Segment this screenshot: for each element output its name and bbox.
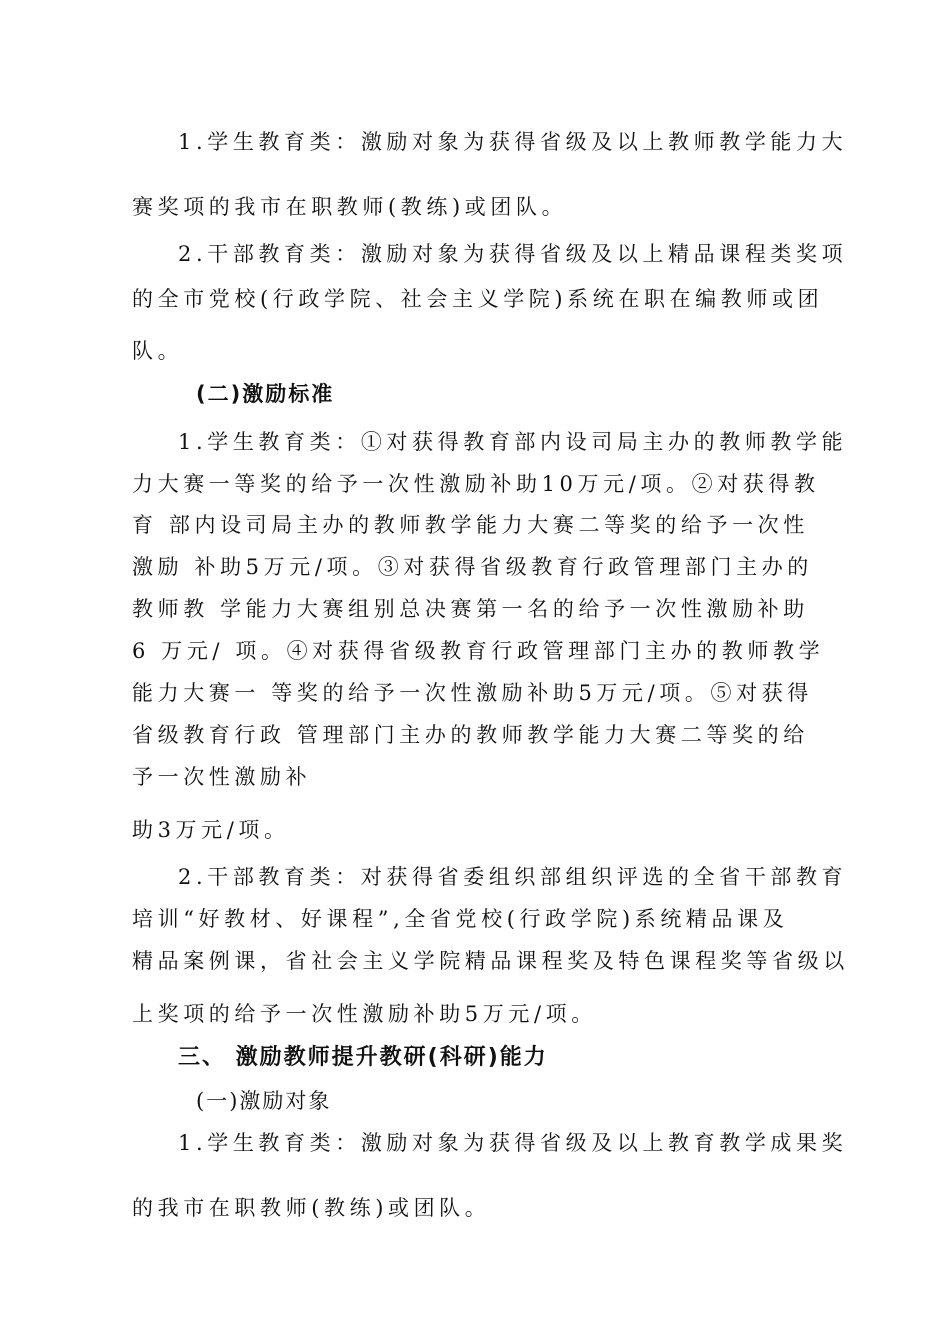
paragraph-line: 力大赛一等奖的给予一次性激励补助10万元/项。②对获得教	[132, 472, 820, 496]
paragraph-line: 精品案例课，省社会主义学院精品课程奖及特色课程奖等省级以	[132, 949, 849, 973]
paragraph-line: 1.学生教育类：激励对象为获得省级及以上教育教学成果奖	[178, 1131, 848, 1155]
paragraph-line: 育 部内设司局主办的教师教学能力大赛二等奖的给予一次性	[132, 513, 809, 537]
paragraph-line: 赛奖项的我市在职教师(教练)或团队。	[132, 195, 568, 219]
paragraph-line: 1.学生教育类：①对获得教育部内设司局主办的教师教学能	[178, 430, 848, 454]
paragraph-line: 助3万元/项。	[132, 818, 290, 842]
paragraph-line: 教师教 学能力大赛组别总决赛第一名的给予一次性激励补助	[132, 597, 809, 621]
paragraph-line: 的全市党校(行政学院、社会主义学院)系统在职在编教师或团	[132, 287, 824, 311]
paragraph-line: 予一次性激励补	[132, 765, 312, 789]
paragraph-line: 队。	[132, 339, 184, 363]
paragraph-line: 1.学生教育类：激励对象为获得省级及以上教师教学能力大	[178, 130, 848, 154]
paragraph-line: 激励 补助5万元/项。③对获得省级教育行政管理部门主办的	[132, 555, 813, 579]
sub-heading: (二)激励标准	[196, 382, 335, 406]
paragraph-line: 2.干部教育类：对获得省委组织部组织评选的全省干部教育	[178, 865, 848, 889]
paragraph-line: 能力大赛一 等奖的给予一次性激励补助5万元/项。⑤对获得	[132, 681, 813, 705]
paragraph-line: 的我市在职教师(教练)或团队。	[132, 1196, 491, 1220]
sub-heading: (一)激励对象	[196, 1089, 332, 1113]
paragraph-line: 省级教育行政 管理部门主办的教师教学能力大赛二等奖的给	[132, 723, 809, 747]
paragraph-line: 培训“好教材、好课程”,全省党校(行政学院)系统精品课及	[132, 907, 789, 931]
paragraph-line: 上奖项的给予一次性激励补助5万元/项。	[132, 1002, 597, 1026]
paragraph-line: 6 万元/ 项。④对获得省级教育行政管理部门主办的教师教学	[132, 639, 825, 663]
section-heading: 三、 激励教师提升教研(科研)能力	[178, 1045, 548, 1070]
paragraph-line: 2.干部教育类：激励对象为获得省级及以上精品课程类奖项	[178, 242, 848, 266]
